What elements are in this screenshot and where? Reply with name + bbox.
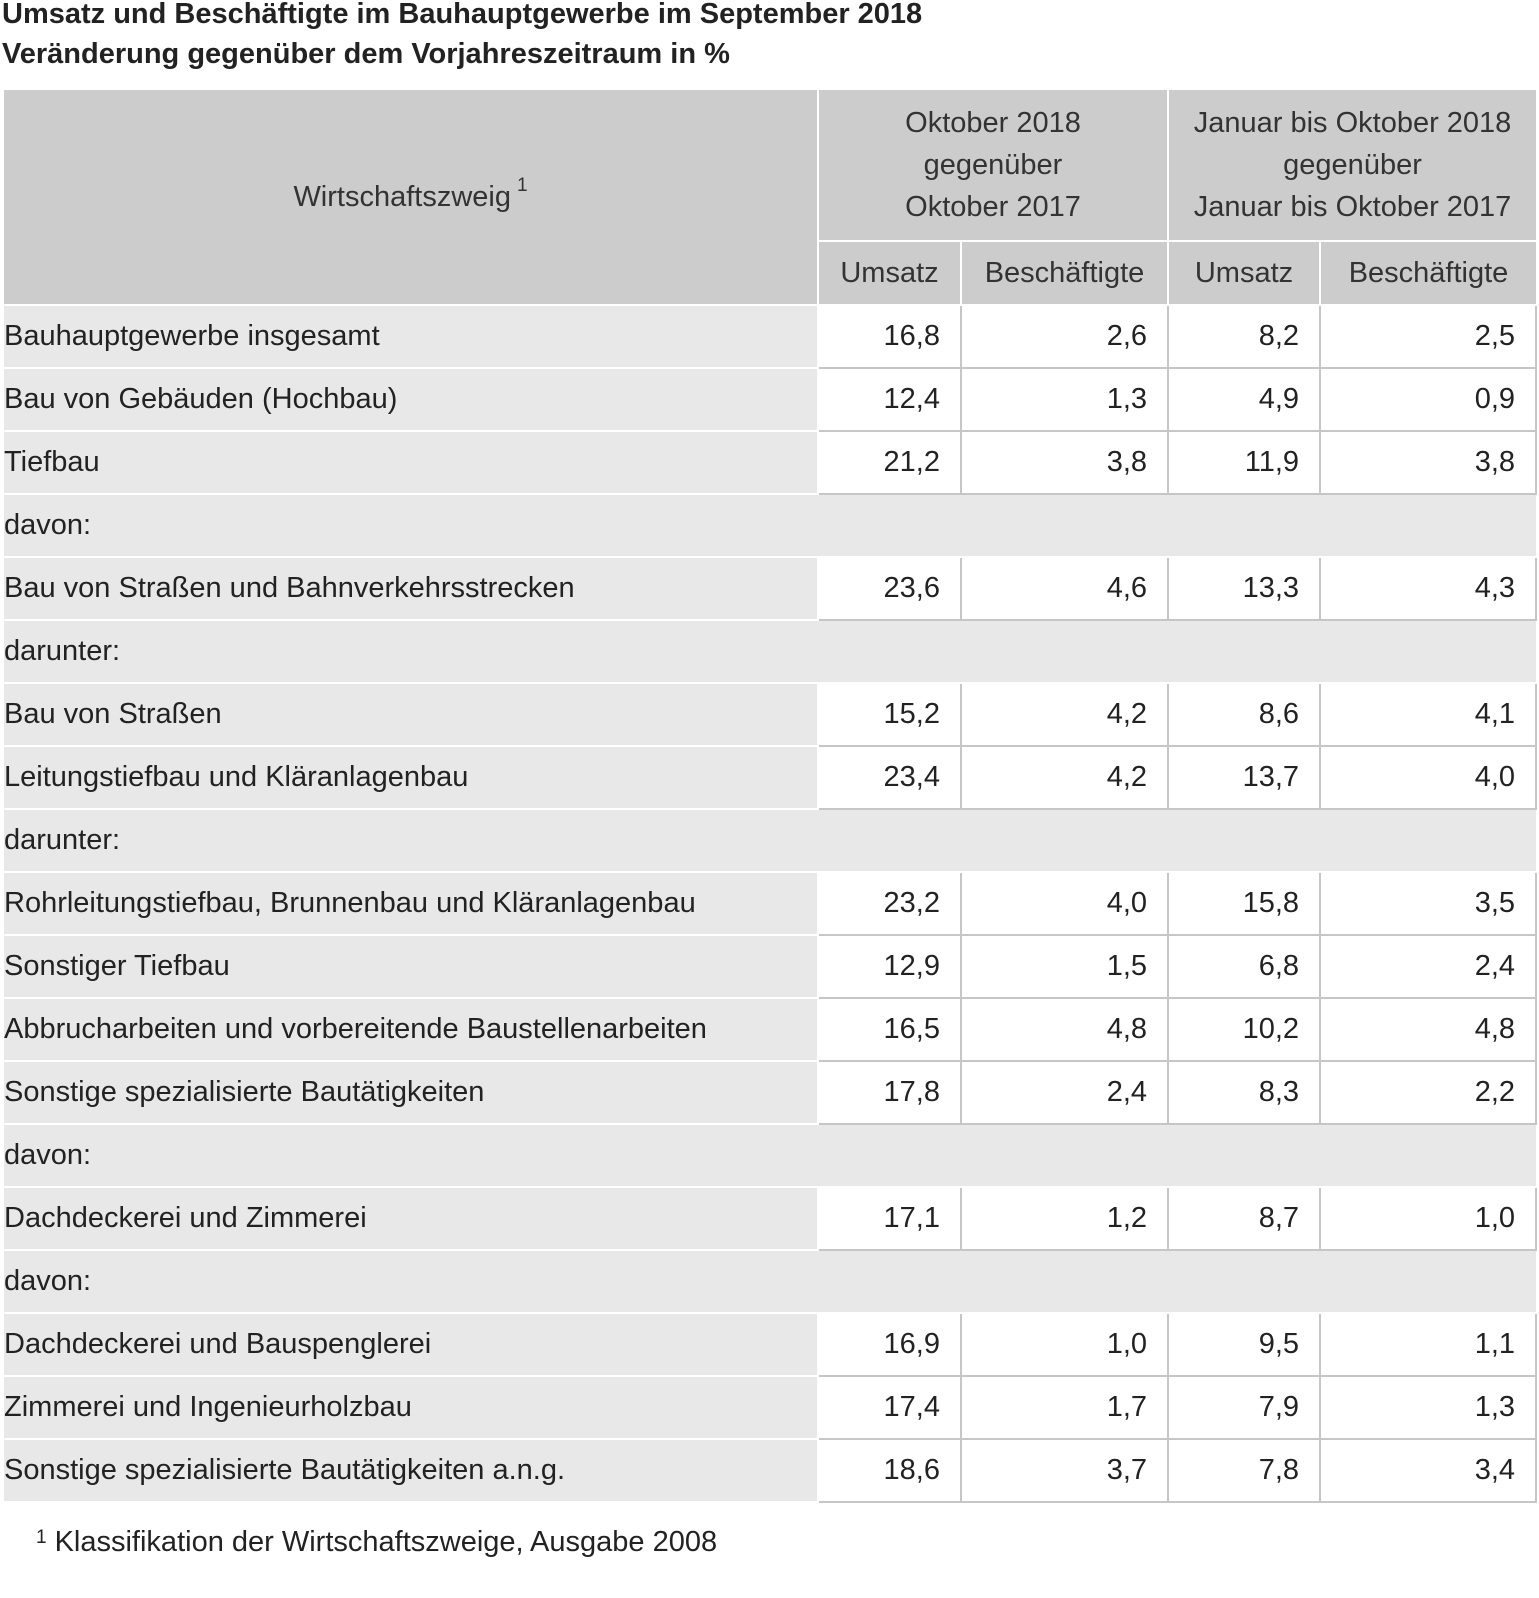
cell-umsatz-jan-okt: 8,7 <box>1168 1187 1320 1250</box>
table-body <box>4 305 1536 1502</box>
table-row <box>4 557 1536 620</box>
table-section-row <box>4 494 1536 557</box>
table-header <box>4 90 1536 305</box>
table-row <box>4 368 1536 431</box>
subheader-beschaeftigte: Beschäftigte <box>961 241 1168 305</box>
cell-beschaeftigte-oktober: 3,8 <box>961 431 1168 494</box>
cell-umsatz-jan-okt: 7,9 <box>1168 1376 1320 1439</box>
footnote-text: Klassifikation der Wirtschaftszweige, Ausgabe 2008 <box>54 1526 718 1558</box>
row-label: Bauhauptgewerbe insgesamt <box>4 305 818 368</box>
table-section-row <box>4 1250 1536 1313</box>
cell-beschaeftigte-oktober: 2,6 <box>961 305 1168 368</box>
cell-beschaeftigte-jan-okt: 4,1 <box>1320 683 1536 746</box>
row-label: Leitungstiefbau und Kläranlagenbau <box>4 746 818 809</box>
cell-beschaeftigte-oktober: 4,8 <box>961 998 1168 1061</box>
cell-beschaeftigte-oktober: 1,2 <box>961 1187 1168 1250</box>
table-row <box>4 1061 1536 1124</box>
cell-beschaeftigte-jan-okt: 2,2 <box>1320 1061 1536 1124</box>
cell-umsatz-jan-okt: 6,8 <box>1168 935 1320 998</box>
group-line: Oktober 2017 <box>905 191 1081 223</box>
table-row <box>4 305 1536 368</box>
cell-beschaeftigte-jan-okt: 4,0 <box>1320 746 1536 809</box>
table-row <box>4 431 1536 494</box>
cell-beschaeftigte-oktober: 1,3 <box>961 368 1168 431</box>
group-line: Januar bis Oktober 2018 <box>1193 107 1512 139</box>
title-line-1: Umsatz und Beschäftigte im Bauhauptgewerbe im September 2018 <box>2 0 923 30</box>
row-label: Sonstiger Tiefbau <box>4 935 818 998</box>
title-line-2: Veränderung gegenüber dem Vorjahreszeitraum in % <box>2 38 730 70</box>
cell-beschaeftigte-jan-okt: 2,4 <box>1320 935 1536 998</box>
cell-umsatz-jan-okt: 8,6 <box>1168 683 1320 746</box>
row-label: Rohrleitungstiefbau, Brunnenbau und Kläranlagenbau <box>4 872 818 935</box>
cell-umsatz-oktober: 16,9 <box>818 1313 961 1376</box>
group-line: Januar bis Oktober 2017 <box>1193 191 1512 223</box>
cell-beschaeftigte-jan-okt: 1,3 <box>1320 1376 1536 1439</box>
cell-beschaeftigte-jan-okt: 0,9 <box>1320 368 1536 431</box>
cell-beschaeftigte-jan-okt: 3,8 <box>1320 431 1536 494</box>
table-section-row <box>4 809 1536 872</box>
table-row <box>4 1187 1536 1250</box>
cell-beschaeftigte-jan-okt: 2,5 <box>1320 305 1536 368</box>
cell-umsatz-oktober: 17,8 <box>818 1061 961 1124</box>
cell-umsatz-jan-okt: 7,8 <box>1168 1439 1320 1502</box>
row-label: Dachdeckerei und Bauspenglerei <box>4 1313 818 1376</box>
cell-umsatz-oktober: 12,4 <box>818 368 961 431</box>
cell-umsatz-oktober: 21,2 <box>818 431 961 494</box>
cell-umsatz-oktober: 17,4 <box>818 1376 961 1439</box>
cell-beschaeftigte-oktober: 4,2 <box>961 683 1168 746</box>
table-row <box>4 872 1536 935</box>
row-label: Tiefbau <box>4 431 818 494</box>
subheader-beschaeftigte: Beschäftigte <box>1320 241 1536 305</box>
row-label: Bau von Straßen und Bahnverkehrsstrecken <box>4 557 818 620</box>
table-row <box>4 1439 1536 1502</box>
row-label: Dachdeckerei und Zimmerei <box>4 1187 818 1250</box>
cell-beschaeftigte-jan-okt: 3,5 <box>1320 872 1536 935</box>
footnote <box>36 1520 717 1564</box>
cell-umsatz-jan-okt: 10,2 <box>1168 998 1320 1061</box>
table-row <box>4 1376 1536 1439</box>
section-row-fill <box>818 494 1536 557</box>
header-footnote-marker: 1 <box>516 174 528 196</box>
subheader-umsatz: Umsatz <box>818 241 961 305</box>
cell-beschaeftigte-oktober: 2,4 <box>961 1061 1168 1124</box>
row-label: Sonstige spezialisierte Bautätigkeiten a.n.g. <box>4 1439 818 1502</box>
footnote-marker: 1 <box>36 1527 47 1548</box>
table-row <box>4 1313 1536 1376</box>
cell-umsatz-jan-okt: 8,2 <box>1168 305 1320 368</box>
cell-beschaeftigte-jan-okt: 4,8 <box>1320 998 1536 1061</box>
section-row-fill <box>818 809 1536 872</box>
cell-umsatz-oktober: 12,9 <box>818 935 961 998</box>
row-label: darunter: <box>4 809 818 872</box>
header-group-oktober <box>818 90 1168 241</box>
subheader-umsatz: Umsatz <box>1168 241 1320 305</box>
cell-umsatz-oktober: 16,8 <box>818 305 961 368</box>
header-group-januar-bis-oktober <box>1168 90 1536 241</box>
cell-umsatz-jan-okt: 4,9 <box>1168 368 1320 431</box>
cell-umsatz-jan-okt: 13,7 <box>1168 746 1320 809</box>
cell-umsatz-jan-okt: 8,3 <box>1168 1061 1320 1124</box>
group-line: gegenüber <box>923 149 1063 181</box>
section-row-fill <box>818 1124 1536 1187</box>
table-row <box>4 935 1536 998</box>
cell-umsatz-oktober: 15,2 <box>818 683 961 746</box>
table-section-row <box>4 620 1536 683</box>
cell-beschaeftigte-oktober: 4,0 <box>961 872 1168 935</box>
cell-beschaeftigte-oktober: 1,5 <box>961 935 1168 998</box>
cell-umsatz-jan-okt: 15,8 <box>1168 872 1320 935</box>
row-label: Bau von Straßen <box>4 683 818 746</box>
cell-umsatz-oktober: 23,4 <box>818 746 961 809</box>
row-label: davon: <box>4 1250 818 1313</box>
table-row <box>4 998 1536 1061</box>
row-label: davon: <box>4 1124 818 1187</box>
cell-umsatz-oktober: 18,6 <box>818 1439 961 1502</box>
table-row <box>4 746 1536 809</box>
cell-beschaeftigte-jan-okt: 4,3 <box>1320 557 1536 620</box>
cell-beschaeftigte-oktober: 4,2 <box>961 746 1168 809</box>
row-label: Bau von Gebäuden (Hochbau) <box>4 368 818 431</box>
section-row-fill <box>818 1250 1536 1313</box>
cell-beschaeftigte-jan-okt: 3,4 <box>1320 1439 1536 1502</box>
cell-umsatz-oktober: 16,5 <box>818 998 961 1061</box>
cell-beschaeftigte-jan-okt: 1,0 <box>1320 1187 1536 1250</box>
cell-beschaeftigte-oktober: 1,0 <box>961 1313 1168 1376</box>
row-label: Abbrucharbeiten und vorbereitende Baustellenarbeiten <box>4 998 818 1061</box>
header-wirtschaftszweig-label: Wirtschaftszweig <box>293 180 511 213</box>
cell-umsatz-jan-okt: 9,5 <box>1168 1313 1320 1376</box>
cell-umsatz-oktober: 17,1 <box>818 1187 961 1250</box>
row-label: Zimmerei und Ingenieurholzbau <box>4 1376 818 1439</box>
cell-beschaeftigte-oktober: 1,7 <box>961 1376 1168 1439</box>
cell-beschaeftigte-jan-okt: 1,1 <box>1320 1313 1536 1376</box>
table-title <box>2 0 922 74</box>
section-row-fill <box>818 620 1536 683</box>
cell-umsatz-oktober: 23,2 <box>818 872 961 935</box>
statistics-table <box>4 90 1537 1503</box>
group-line: gegenüber <box>1283 149 1422 181</box>
cell-beschaeftigte-oktober: 3,7 <box>961 1439 1168 1502</box>
cell-umsatz-jan-okt: 11,9 <box>1168 431 1320 494</box>
row-label: davon: <box>4 494 818 557</box>
header-wirtschaftszweig <box>4 90 818 305</box>
row-label: darunter: <box>4 620 818 683</box>
table-row <box>4 683 1536 746</box>
cell-umsatz-jan-okt: 13,3 <box>1168 557 1320 620</box>
group-line: Oktober 2018 <box>905 107 1081 139</box>
cell-umsatz-oktober: 23,6 <box>818 557 961 620</box>
row-label: Sonstige spezialisierte Bautätigkeiten <box>4 1061 818 1124</box>
table-section-row <box>4 1124 1536 1187</box>
cell-beschaeftigte-oktober: 4,6 <box>961 557 1168 620</box>
